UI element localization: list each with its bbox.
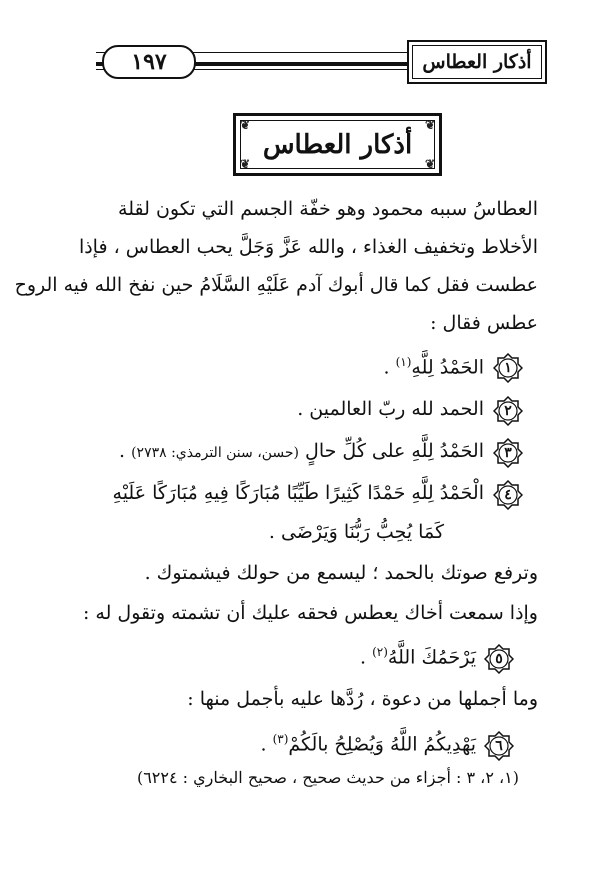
corner-ornament-icon: ❦ xyxy=(239,157,251,171)
dhikr-item xyxy=(119,440,484,462)
number-medallion xyxy=(493,353,523,383)
dhikr-item xyxy=(383,355,484,378)
dhikr-item: الْحَمْدُ لِلَّهِ حَمْدًا كَثِيرًا طَيِّبًا مُبَارَكًا فِيهِ مُبَارَكًا عَلَيْهِ xyxy=(112,482,484,504)
number-medallion xyxy=(493,438,523,468)
item-number: ٥ xyxy=(495,651,503,667)
page-number: ١٩٧ xyxy=(102,45,196,79)
body-paragraph: وإذا سمعت أخاك يعطس فحقه عليك أن تشمته وتقول له : xyxy=(82,602,538,624)
item-number: ٤ xyxy=(504,487,512,503)
item-number: ٢ xyxy=(504,403,512,419)
number-medallion xyxy=(493,480,523,510)
intro-line: الأخلاط وتخفيف الغذاء ، والله عَزَّ وَجَلَّ يحب العطاس ، فإذا xyxy=(78,236,538,258)
body-paragraph: وترفع صوتك بالحمد ؛ ليسمع من حولك فيشمتوك . xyxy=(144,562,538,584)
dhikr-text: الحَمْدُ لِلَّهِ xyxy=(411,356,484,379)
dhikr-item: الحمد لله ربّ العالمين . xyxy=(297,398,484,420)
punct: . xyxy=(260,733,273,756)
footnote-marker: (١) xyxy=(395,355,412,369)
intro-line: عطست فقل كما قال أبوك آدم عَلَيْهِ السَّلَامُ حين نفخ الله فيه الروح xyxy=(14,274,538,296)
chapter-title: أذكار العطاس xyxy=(262,129,413,160)
punct: . xyxy=(383,356,396,379)
footnote-marker: (٢) xyxy=(372,645,388,659)
hadith-reference: (حسن، سنن الترمذي: ٢٧٣٨) xyxy=(131,445,299,461)
chapter-title-box xyxy=(233,113,442,176)
footnote-marker: (٣) xyxy=(272,732,289,746)
dhikr-text: الحَمْدُ لِلَّهِ على كُلِّ حالٍ xyxy=(305,440,484,462)
body-paragraph: وما أجملها من دعوة ، رُدَّها عليه بأجمل منها : xyxy=(187,688,538,710)
intro-line: العطاسُ سببه محمود وهو خفّة الجسم التي تكون لقلة xyxy=(118,198,538,220)
item-number: ٣ xyxy=(504,445,512,461)
footnote: (١، ٢، ٣ : أجزاء من حديث صحيح ، صحيح البخاري : ٦٢٢٤) xyxy=(136,768,519,787)
corner-ornament-icon: ❦ xyxy=(424,118,436,132)
dhikr-item xyxy=(260,732,476,755)
corner-ornament-icon: ❦ xyxy=(424,157,436,171)
dhikr-item xyxy=(360,645,476,668)
number-medallion xyxy=(493,396,523,426)
running-title: أذكار العطاس xyxy=(407,40,547,84)
dhikr-text: يَهْدِيكُمُ اللَّهُ وَيُصْلِحُ بالَكُمْ xyxy=(288,733,476,756)
corner-ornament-icon: ❦ xyxy=(239,118,251,132)
intro-line: عطس فقال : xyxy=(430,312,538,334)
punct: . xyxy=(359,646,373,669)
punct: . xyxy=(118,440,132,462)
number-medallion xyxy=(484,644,514,674)
number-medallion xyxy=(484,731,514,761)
dhikr-item-continued: كَمَا يُحِبُّ رَبُّنَا وَيَرْضَى . xyxy=(268,521,444,543)
item-number: ١ xyxy=(504,360,512,376)
item-number: ٦ xyxy=(495,738,503,754)
dhikr-text: يَرْحَمُكَ اللَّهُ xyxy=(387,646,476,669)
